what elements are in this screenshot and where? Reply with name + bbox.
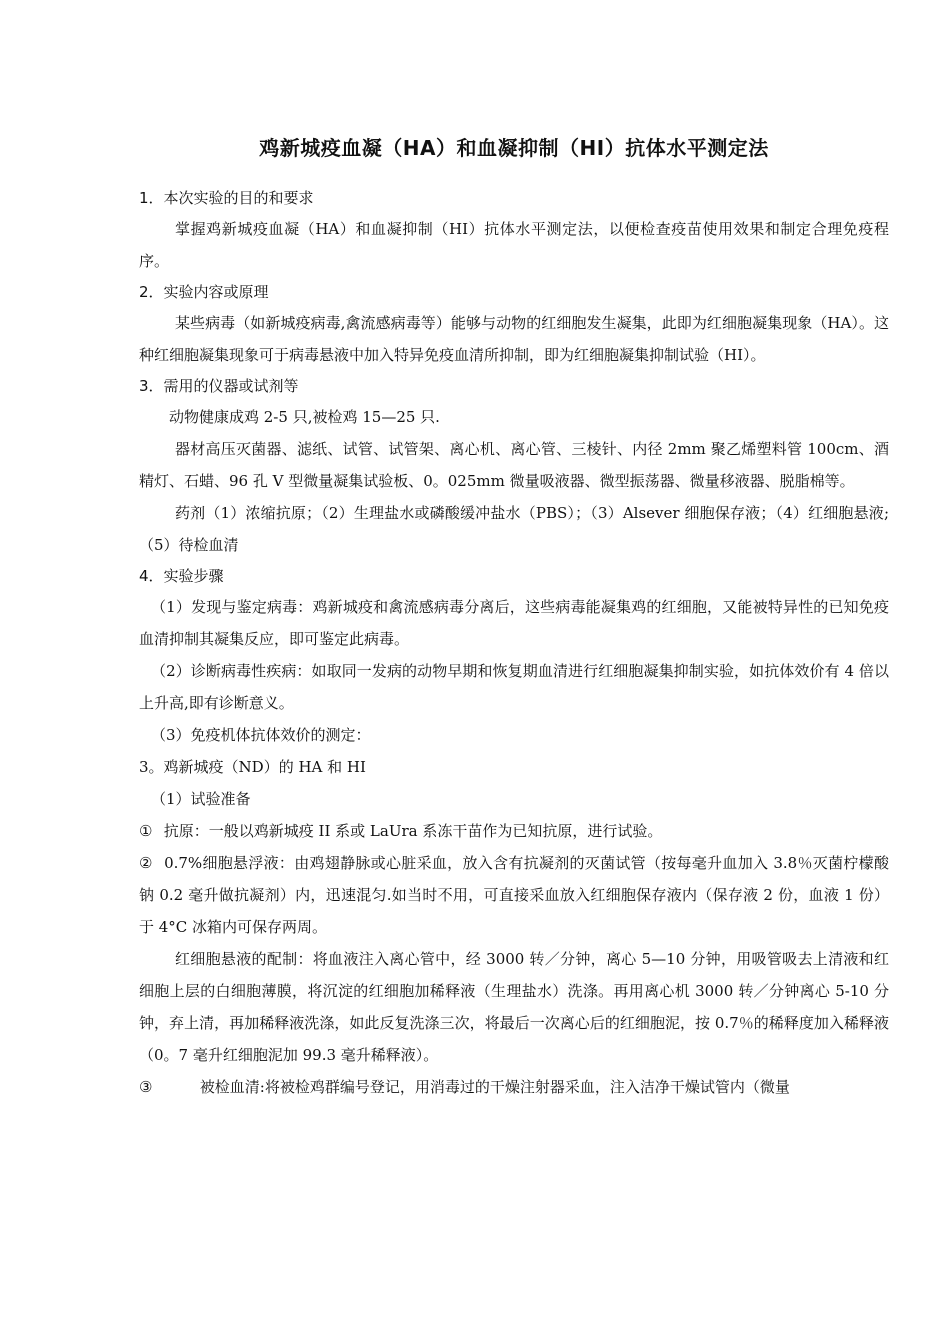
section-3-animals: 动物健康成鸡 2-5 只,被检鸡 15—25 只.: [169, 408, 440, 426]
prep-item-2: [139, 847, 889, 943]
prep-item-2-preparation: 红细胞悬液的配制：将血液注入离心管中，经 3000 转／分钟，离心 5—10 分钟，用吸管吸去上清液和红细胞上层的白细胞薄膜，将沉淀的红细胞加稀释液（生理盐水）洗涤。再用离心机 3000 转／分钟离心 5-10 分钟，弃上清，再加稀释液洗涤，如此反复洗涤三次，将最后一次离心后的红细胞泥，按 0.7％的稀释度加入稀释液（0。7 毫升红细胞泥加 99.3 毫升稀释液）。: [139, 950, 889, 1064]
item-3-text: 被检血清:将被检鸡群编号登记，用消毒过的干燥注射器采血，注入洁净干燥试管内（微量: [199, 1078, 790, 1096]
section-1-heading: 1．本次实验的目的和要求: [139, 189, 314, 207]
item-1-text: 抗原：一般以鸡新城疫 II 系或 LaUra 系冻干苗作为已知抗原，进行试验。: [163, 822, 663, 840]
prep-item-3: [139, 1071, 889, 1103]
item-2-marker: ②: [139, 854, 153, 872]
section-4-step-1: （1）发现与鉴定病毒：鸡新城疫和禽流感病毒分离后，这些病毒能凝集鸡的红细胞，又能被特异性的已知免疫血清抑制其凝集反应，即可鉴定此病毒。: [139, 598, 889, 648]
section-4-nd-heading: 3。鸡新城疫（ND）的 HA 和 HI: [139, 758, 366, 776]
prep-item-1: [139, 815, 889, 847]
item-2-text: 0.7%细胞悬浮液：由鸡翅静脉或心脏采血，放入含有抗凝剂的灭菌试管（按每毫升血加入 3.8％灭菌柠檬酸钠 0.2 毫升做抗凝剂）内，迅速混匀.如当时不用，可直接采血放入红细胞保存液内（保存液 2 份，血液 1 份）于 4°C 冰箱内可保存两周。: [139, 854, 889, 936]
section-4-step-3: （3）免疫机体抗体效价的测定：: [151, 726, 371, 744]
section-3-heading: 3．需用的仪器或试剂等: [139, 377, 299, 395]
section-3-equipment: 器材高压灭菌器、滤纸、试管、试管架、离心机、离心管、三棱针、内径 2mm 聚乙烯塑料管 100cm、酒精灯、石蜡、96 孔 V 型微量凝集试验板、0。025mm 微量吸液器、微型振荡器、微量移液器、脱脂棉等。: [139, 440, 889, 490]
section-2-paragraph: 某些病毒（如新城疫病毒,禽流感病毒等）能够与动物的红细胞发生凝集，此即为红细胞凝集现象（HA）。这种红细胞凝集现象可于病毒悬液中加入特异免疫血清所抑制，即为红细胞凝集抑制试验（HI）。: [139, 314, 889, 364]
item-3-marker: ③: [139, 1078, 153, 1096]
document-body: [139, 128, 889, 1103]
section-4-heading: 4．实验步骤: [139, 567, 224, 585]
document-title: 鸡新城疫血凝（HA）和血凝抑制（HI）抗体水平测定法: [259, 136, 769, 160]
section-1-paragraph: 掌握鸡新城疫血凝（HA）和血凝抑制（HI）抗体水平测定法，以便检查疫苗使用效果和制定合理免疫程序。: [139, 220, 889, 270]
section-2-heading: 2．实验内容或原理: [139, 283, 269, 301]
item-1-marker: ①: [139, 822, 153, 840]
section-4-prep-heading: （1）试验准备: [151, 790, 251, 808]
section-3-reagents: 药剂（1）浓缩抗原；（2）生理盐水或磷酸缓冲盐水（PBS）；（3）Alsever 细胞保存液；（4）红细胞悬液;（5）待检血清: [139, 504, 889, 554]
section-4-step-2: （2）诊断病毒性疾病：如取同一发病的动物早期和恢复期血清进行红细胞凝集抑制实验，如抗体效价有 4 倍以上升高,即有诊断意义。: [139, 662, 889, 712]
